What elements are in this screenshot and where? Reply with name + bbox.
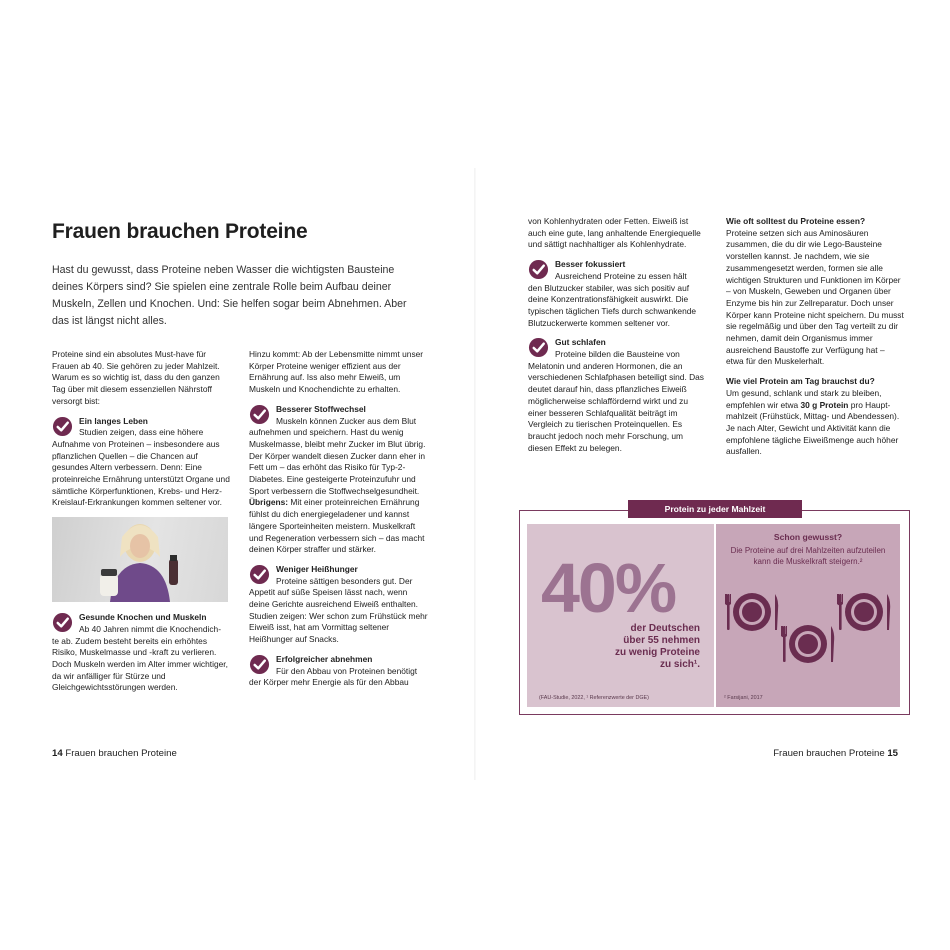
check-circle-icon <box>52 416 73 437</box>
feature-lead: Für den Abbau von Proteinen benötigt <box>276 665 418 676</box>
feature-lead: Studien zeigen, dass eine höhere <box>79 427 204 438</box>
book-spread <box>0 168 950 780</box>
feature-sleep <box>528 337 706 454</box>
feature-text: Melatonin und anderen Hormonen, die an verschiedenen Schlafphasen beteiligt sind. Das deutet darauf hin, dass pflanzliches Eiweiß möglicherweise schlaffördernd wirkt und zu einer besseren Schlafqualität beiträgt im Vergleich zu tierischen Proteinquellen. Es braucht jedoch noch mehr Forschung, um diesen Effekt zu belegen. <box>528 360 704 453</box>
feature-text: Aufnahme von Proteinen – insbesondere aus pflanzlichen Quellen – die Chancen auf gesundes Altern verbessern. Denn: Eine proteinreiche Ernährung unterstützt Organe und sämtliche Körperfunktionen, Krebs- und Herz-Kreislauf-Erkrankungen kommen seltener vor. <box>52 438 230 508</box>
footer-left <box>52 748 177 759</box>
check-circle-icon <box>528 337 549 358</box>
answer-text: pro Hauptmahlzeit (Frühstück, Mittag- und Abendessen). Je nach Alter, Gewicht und Aktivität kann die empfohlene tägliche Eiweißmenge auch höher ausfallen. <box>726 399 900 457</box>
left-page <box>0 168 475 780</box>
paragraph: Proteine sind ein absolutes Must-have für Frauen ab 40. Sie gehören zu jeder Mahlzeit. Warum es so wichtig ist, dass du den ganzen Tag über mit diesem essenziellen Nährstoff versorgt bist: <box>52 349 220 406</box>
check-circle-icon <box>249 404 270 425</box>
stat-panel <box>527 524 714 707</box>
column-3 <box>528 216 706 462</box>
paragraph: von Kohlenhydraten oder Fetten. Eiweiß ist auch eine gute, lang anhaltende Energiequelle und sättigt nachhaltiger als Kohlenhydrate. <box>528 216 701 250</box>
intro-text: Hast du gewusst, dass Proteine neben Wasser die wichtigsten Bausteine deines Körpers sind? Sie spielen eine zentrale Rolle beim Aufbau deiner Muskeln, Zellen und Knochen. Und: Sie helfen sogar beim Abnehmen. Aber das ist längst nicht alles. <box>52 264 407 327</box>
feature-less-cravings <box>249 564 429 646</box>
plate-with-cutlery-icon <box>722 590 894 668</box>
feature-long-life <box>52 416 230 510</box>
answer-highlight: 30 g Protein <box>800 399 849 410</box>
feature-lead: Proteine bilden die Bausteine von <box>555 349 680 360</box>
feature-focus <box>528 259 706 329</box>
question-heading: Wie viel Protein am Tag brauchst du? <box>726 376 875 387</box>
running-title: Frauen brauchen Proteine <box>773 748 885 759</box>
note-text: Mit einer proteinreichen Ernährung fühlst du dich energiegeladener und kannst längere Sporteinheiten meistern. Muskelkraft und Regeneration verbessern sich – das macht deinen Körper straffer und stärker. <box>249 497 425 555</box>
infobox-protein <box>519 504 910 715</box>
feature-heading: Gut schlafen <box>555 337 606 348</box>
feature-note <box>249 497 429 556</box>
feature-lead: Proteine sättigen besonders gut. Der <box>276 575 413 586</box>
stat-line: zu wenig Proteine <box>614 647 700 658</box>
feature-bones-muscles <box>52 612 230 694</box>
feature-lead: Ausreichend Proteine zu essen hält <box>555 270 687 281</box>
feature-heading: Gesunde Knochen und Muskeln <box>79 612 207 623</box>
feature-heading: Besserer Stoffwechsel <box>276 403 366 414</box>
stat-text <box>550 623 700 671</box>
qa-block <box>726 216 904 368</box>
column-1 <box>52 349 230 702</box>
did-you-know-text: Die Proteine auf drei Mahlzeiten aufzuteilen kann die Muskelkraft steigern.² <box>730 546 886 566</box>
stat-line: der Deutschen <box>630 623 700 634</box>
feature-text: te ab. Zudem besteht bereits ein erhöhtes Risiko, Muskelmasse und -kraft zu verlieren. Doch Muskeln werden im Alter immer wichtiger, da wir anfälliger für Stürze und Gleichgewichtsstörungen werden. <box>52 635 228 693</box>
check-circle-icon <box>249 564 270 585</box>
answer-text: Um gesund, schlank und stark zu bleiben, empfehlen wir etwa <box>726 387 882 410</box>
check-circle-icon <box>52 612 73 633</box>
running-title: Frauen brauchen Proteine <box>65 748 177 759</box>
check-circle-icon <box>249 654 270 675</box>
question-heading: Wie oft solltest du Proteine essen? <box>726 216 866 226</box>
woman-photo-illustration <box>52 517 228 602</box>
feature-heading: Ein langes Leben <box>79 415 148 426</box>
feature-heading: Weniger Heißhunger <box>276 563 358 574</box>
note-label: Übrigens: <box>249 497 289 508</box>
feature-metabolism <box>249 404 429 556</box>
feature-text: der Körper mehr Energie als für den Abbau <box>249 677 409 688</box>
feature-text: Appetit auf süße Speisen lässt nach, wenn deine Gerichte ausreichend Eiweiß enthalten. Studien zeigen: Wer schon zum Frühstück mehr Eiweiß isst, hat am Vormittag seltener Heißhunger auf Snacks. <box>249 587 428 645</box>
qa-block <box>726 376 904 458</box>
column-4 <box>726 216 904 466</box>
did-you-know-title: Schon gewusst? <box>773 532 843 542</box>
big-stat: 40% <box>541 549 676 627</box>
infobox-title: Protein zu jeder Mahlzeit <box>628 500 802 518</box>
feature-text: den Blutzucker stabiler, was sich positiv auf deine Konzentrationsfähigkeit auswirkt. Die typischen täglichen Tiefs durch schwankende Blutzuckerwerte kommen seltener vor. <box>528 282 697 328</box>
stat-line: zu sich¹. <box>659 659 700 670</box>
page-number: 15 <box>887 748 898 759</box>
did-you-know-panel <box>716 524 900 707</box>
source-note: ² Farsijani, 2017 <box>724 695 763 701</box>
feature-weight-loss <box>249 654 429 689</box>
source-note: (FAU-Studie, 2022, ¹ Referenzwerte der DGE) <box>539 695 649 701</box>
feature-lead: Muskeln können Zucker aus dem Blut <box>276 415 417 426</box>
page-number: 14 <box>52 748 63 759</box>
feature-heading: Erfolgreicher abnehmen <box>276 653 373 664</box>
right-page <box>475 168 950 780</box>
column-2 <box>249 349 429 697</box>
paragraph: Hinzu kommt: Ab der Lebensmitte nimmt unser Körper Proteine weniger effizient aus der Ernährung auf. Iss also mehr Eiweiß, um Muskeln und Knochendichte zu erhalten. <box>249 349 424 395</box>
feature-text: aufnehmen und speichern. Hast du wenig Muskelmasse, bleibt mehr Zucker im Blut übrig. Der Körper wandelt diesen Zucker dann eher in Fett um – das erhöht das Risiko für Typ-2-Diabetes. Eine gesteigerte Proteinzufuhr und Sport verbessern die Stoffwechselgesundheit. <box>249 427 426 496</box>
check-circle-icon <box>528 259 549 280</box>
feature-lead: Ab 40 Jahren nimmt die Knochendich- <box>79 623 221 634</box>
photo-woman-with-protein-shake <box>52 517 228 602</box>
page-title: Frauen brauchen Proteine <box>52 220 308 243</box>
answer-text: Proteine setzen sich aus Aminosäuren zusammen, die du dir wie Lego-Bausteine vorstellen kannst. Je nachdem, wie sie zusammengesetzt werden, formen sie alle wichtigen Strukturen und Funktionen im Körper – von Muskeln, Geweben und Organen über Enzyme bis hin zur Zellreparatur. Doch unser Körper kann Proteine nicht speichern. Du musst sie regelmäßig und über den Tag verteilt zu dir nehmen, damit dein Organismus immer ausreichend Baustoffe zur Verfügung hat – etwa für den Muskelerhalt. <box>726 227 904 367</box>
feature-heading: Besser fokussiert <box>555 259 626 270</box>
footer-right <box>773 748 898 759</box>
stat-line: über 55 nehmen <box>623 635 700 646</box>
